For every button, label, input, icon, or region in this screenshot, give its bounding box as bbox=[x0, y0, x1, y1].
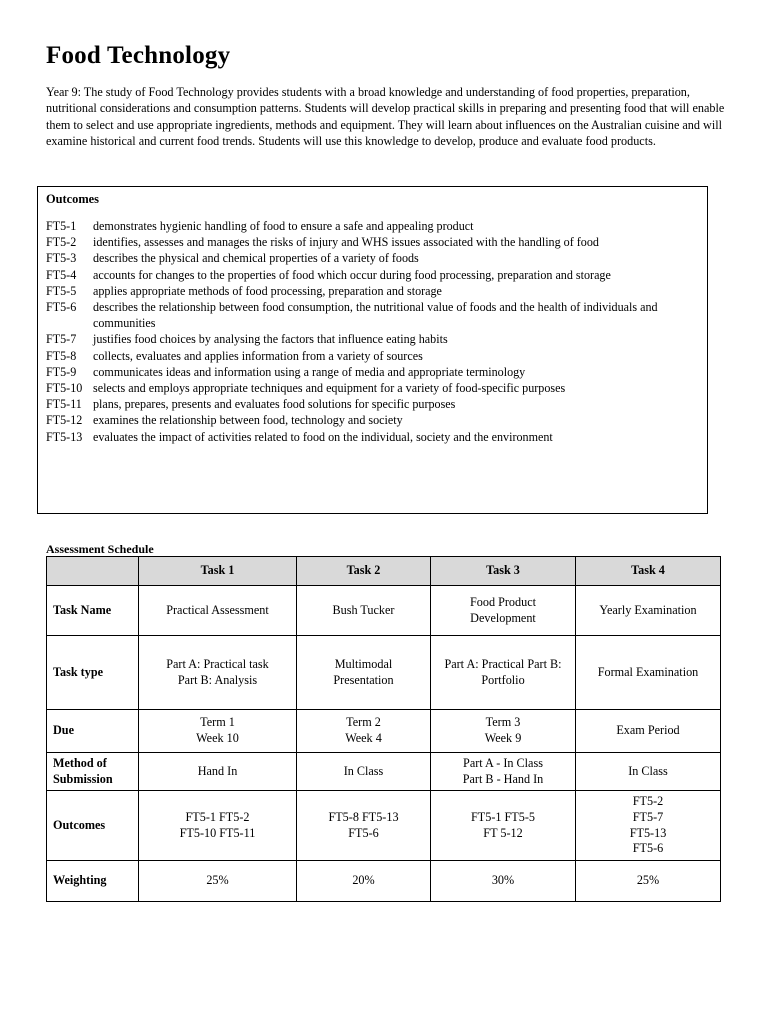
cell-line: Multimodal bbox=[334, 656, 393, 671]
table-cell bbox=[139, 791, 297, 861]
cell-line: FT5-1 FT5-2 bbox=[185, 809, 250, 824]
outcome-text: applies appropriate methods of food processing, preparation and storage bbox=[93, 283, 442, 298]
outcome-code: FT5-7 bbox=[46, 332, 77, 347]
cell-line: In Class bbox=[628, 763, 668, 778]
cell-line: Development bbox=[470, 610, 536, 625]
cell-line: FT5-2 bbox=[632, 793, 664, 808]
outcome-item bbox=[46, 283, 702, 299]
assessment-schedule-heading: Assessment Schedule bbox=[46, 542, 154, 556]
table-cell bbox=[431, 636, 576, 710]
cell-line: FT5-7 bbox=[632, 809, 664, 824]
submission-row bbox=[47, 753, 721, 791]
page-title: Food Technology bbox=[46, 42, 231, 69]
cell-line: Part B - Hand In bbox=[462, 771, 544, 786]
outcome-item bbox=[46, 250, 702, 266]
outcome-item bbox=[46, 396, 702, 412]
outcome-item bbox=[46, 331, 702, 347]
outcome-code: FT5-6 bbox=[46, 300, 77, 315]
outcome-code: FT5-10 bbox=[46, 381, 83, 396]
cell-line: Formal Examination bbox=[597, 664, 699, 679]
intro-paragraph: Year 9: The study of Food Technology provides students with a broad knowledge and understanding of food properties, preparation, nutritional considerations and consumption patterns. Students will develop practical skills in preparing and presenting food that will enable them to select and use appropriate ingredients, methods and equipment. They will learn about influences on the Australian cuisine and will examine historical and current food trends. Students will use this knowledge to develop, produce and evaluate food products. bbox=[46, 85, 725, 148]
table-cell bbox=[297, 861, 431, 902]
cell-line: Term 2 bbox=[346, 715, 381, 730]
outcome-list bbox=[46, 218, 702, 445]
cell-line: Part B: Analysis bbox=[177, 672, 258, 687]
row-label-line: Task Name bbox=[53, 602, 112, 617]
cell-line: Food Product bbox=[469, 594, 537, 609]
outcome-text: identifies, assesses and manages the risks of injury and WHS issues associated with the handling of food bbox=[93, 235, 599, 250]
row-label-line: Task type bbox=[53, 664, 104, 679]
cell-line: Yearly Examination bbox=[599, 602, 697, 617]
table-cell bbox=[431, 753, 576, 791]
outcome-item bbox=[46, 364, 702, 380]
table-cell bbox=[576, 753, 721, 791]
table-cell bbox=[576, 710, 721, 753]
task-2-header: Task 2 bbox=[297, 557, 431, 586]
cell-line: Presentation bbox=[333, 672, 394, 687]
cell-line: Practical Assessment bbox=[166, 602, 269, 617]
table-cell bbox=[139, 586, 297, 636]
outcome-code: FT5-9 bbox=[46, 364, 77, 379]
outcome-code: FT5-11 bbox=[46, 397, 82, 412]
outcome-text: communicates ideas and information using a range of media and appropriate terminology bbox=[93, 364, 526, 379]
cell-line: 25% bbox=[206, 873, 229, 888]
row-label bbox=[47, 791, 139, 861]
table-cell bbox=[297, 753, 431, 791]
table-cell bbox=[576, 586, 721, 636]
table-cell bbox=[576, 636, 721, 710]
outcome-code: FT5-5 bbox=[46, 283, 77, 298]
cell-line: Week 4 bbox=[345, 731, 382, 745]
outcome-item bbox=[46, 218, 702, 234]
outcome-text: plans, prepares, presents and evaluates food solutions for specific purposes bbox=[93, 397, 456, 412]
outcome-item bbox=[46, 267, 702, 283]
cell-line: Part A - In Class bbox=[463, 755, 543, 770]
cell-line: Portfolio bbox=[481, 672, 525, 687]
outcome-code: FT5-4 bbox=[46, 267, 77, 282]
table-cell bbox=[139, 753, 297, 791]
cell-line: 30% bbox=[491, 873, 515, 888]
outcome-item bbox=[46, 412, 702, 428]
table-cell bbox=[576, 861, 721, 902]
table-cell bbox=[139, 636, 297, 710]
task-3-header: Task 3 bbox=[431, 557, 576, 586]
cell-line: FT5-1 FT5-5 bbox=[471, 809, 535, 824]
outcome-code: FT5-3 bbox=[46, 251, 77, 266]
outcome-text: collects, evaluates and applies information from a variety of sources bbox=[93, 348, 423, 363]
table-cell bbox=[139, 710, 297, 753]
outcome-text: describes the relationship between food consumption, the nutritional value of foods and the health of individuals and communities bbox=[93, 300, 658, 331]
task-name-row bbox=[47, 586, 721, 636]
cell-line: Term 3 bbox=[485, 715, 521, 730]
table-cell bbox=[139, 861, 297, 902]
outcome-text: evaluates the impact of activities related to food on the individual, society and the environment bbox=[93, 429, 553, 444]
cell-line: Hand In bbox=[197, 763, 238, 778]
outcome-code: FT5-8 bbox=[46, 348, 77, 363]
cell-line: Part A: Practical task bbox=[166, 656, 269, 671]
outcome-text: justifies food choices by analysing the factors that influence eating habits bbox=[93, 332, 448, 347]
row-label-line: Outcomes bbox=[53, 817, 106, 832]
cell-line: FT5-8 FT5-13 bbox=[328, 809, 399, 824]
outcome-text: demonstrates hygienic handling of food to ensure a safe and appealing product bbox=[93, 219, 474, 233]
outcome-item bbox=[46, 429, 702, 445]
weighting-row bbox=[47, 861, 721, 902]
header-corner-cell bbox=[47, 557, 139, 586]
outcome-text: accounts for changes to the properties of food which occur during food processing, preparation and storage bbox=[93, 267, 611, 282]
cell-line: Week 9 bbox=[484, 731, 522, 745]
outcome-code: FT5-1 bbox=[46, 219, 77, 233]
cell-line: In Class bbox=[343, 763, 384, 778]
table-cell bbox=[431, 791, 576, 861]
assessment-schedule-table bbox=[46, 556, 721, 902]
table-cell bbox=[297, 586, 431, 636]
outcome-text: describes the physical and chemical properties of a variety of foods bbox=[93, 251, 419, 266]
cell-line: 25% bbox=[636, 873, 660, 888]
table-cell bbox=[297, 791, 431, 861]
outcome-item bbox=[46, 348, 702, 364]
task-1-header: Task 1 bbox=[139, 557, 297, 586]
outcome-code: FT5-13 bbox=[46, 429, 83, 444]
cell-line: Exam Period bbox=[616, 723, 680, 738]
table-cell bbox=[297, 710, 431, 753]
cell-line: 20% bbox=[352, 873, 375, 888]
row-label-line: Weighting bbox=[53, 873, 107, 888]
outcomes-heading: Outcomes bbox=[46, 192, 99, 206]
cell-line: Part A: Practical Part B: bbox=[444, 656, 562, 671]
table-cell bbox=[431, 586, 576, 636]
outcomes-row bbox=[47, 791, 721, 861]
due-row bbox=[47, 710, 721, 753]
task-type-row bbox=[47, 636, 721, 710]
cell-line: FT5-6 bbox=[348, 825, 379, 840]
row-label-line: Submission bbox=[53, 771, 113, 786]
cell-line: FT5-13 bbox=[629, 825, 667, 840]
task-4-header: Task 4 bbox=[576, 557, 721, 586]
table-cell bbox=[576, 791, 721, 861]
outcome-item bbox=[46, 234, 702, 250]
cell-line: FT 5-12 bbox=[483, 825, 523, 840]
table-header-row bbox=[47, 557, 721, 586]
row-label-line: Due bbox=[53, 723, 74, 738]
table-cell bbox=[431, 710, 576, 753]
row-label bbox=[47, 861, 139, 902]
cell-line: FT5-6 bbox=[632, 841, 664, 856]
row-label bbox=[47, 710, 139, 753]
row-label bbox=[47, 636, 139, 710]
outcome-code: FT5-12 bbox=[46, 413, 83, 428]
outcome-item bbox=[46, 299, 702, 331]
cell-line: Week 10 bbox=[196, 731, 239, 745]
row-label bbox=[47, 586, 139, 636]
outcomes-box bbox=[37, 186, 708, 514]
cell-line: Term 1 bbox=[200, 715, 235, 730]
row-label-line: Method of bbox=[53, 755, 107, 770]
outcome-code: FT5-2 bbox=[46, 235, 77, 250]
outcome-item bbox=[46, 380, 702, 396]
table-cell bbox=[297, 636, 431, 710]
outcome-text: examines the relationship between food, technology and society bbox=[93, 413, 403, 428]
outcome-text: selects and employs appropriate techniques and equipment for a variety of food-specific purposes bbox=[93, 381, 566, 396]
cell-line: Bush Tucker bbox=[332, 602, 395, 617]
table-cell bbox=[431, 861, 576, 902]
cell-line: FT5-10 FT5-11 bbox=[179, 825, 256, 840]
row-label bbox=[47, 753, 139, 791]
